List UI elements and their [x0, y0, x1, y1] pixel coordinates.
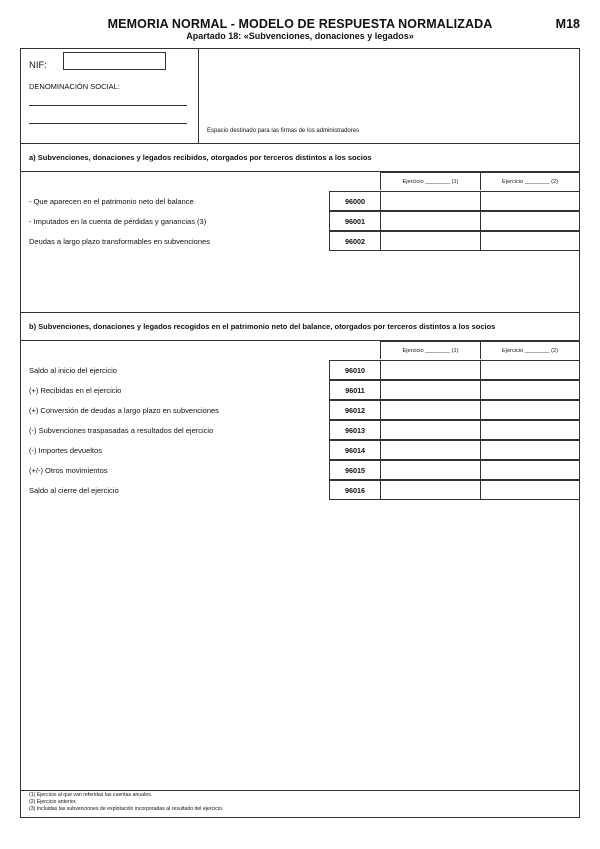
- value-cell-ejercicio-1[interactable]: [380, 440, 481, 460]
- row-code: 96001: [329, 211, 381, 231]
- nif-field[interactable]: [63, 52, 166, 70]
- firmas-note: Espacio destinado para las firmas de los administradores: [207, 128, 360, 134]
- value-cell-ejercicio-2[interactable]: [480, 480, 580, 500]
- value-cell-ejercicio-2[interactable]: [480, 360, 580, 380]
- value-cell-ejercicio-2[interactable]: [480, 420, 580, 440]
- divider: [20, 790, 580, 791]
- row-code: 96014: [329, 440, 381, 460]
- row-label: Saldo al cierre del ejercicio: [29, 486, 119, 495]
- table-row: [20, 480, 580, 500]
- table-row: [20, 231, 580, 251]
- value-cell-ejercicio-1[interactable]: [380, 400, 481, 420]
- footnote-3: (3) Incluidas las subvenciones de explotación incorporadas al resultado del ejercicio.: [29, 806, 224, 812]
- denominacion-field-line-1[interactable]: [29, 105, 187, 106]
- header-divider: [198, 48, 199, 143]
- row-code: 96013: [329, 420, 381, 440]
- row-label: Saldo al inicio del ejercicio: [29, 366, 117, 375]
- value-cell-ejercicio-2[interactable]: [480, 231, 580, 251]
- row-label: (+) Recibidas en el ejercicio: [29, 386, 122, 395]
- form-code: M18: [555, 17, 580, 31]
- denominacion-field-line-2[interactable]: [29, 123, 187, 124]
- value-cell-ejercicio-1[interactable]: [380, 211, 481, 231]
- table-row: [20, 460, 580, 480]
- value-cell-ejercicio-2[interactable]: [480, 211, 580, 231]
- value-cell-ejercicio-2[interactable]: [480, 440, 580, 460]
- table-row: [20, 440, 580, 460]
- footnote-1: (1) Ejercicio al que van referidas las cuentas anuales.: [29, 792, 153, 798]
- row-label: (-) Subvenciones traspasadas a resultados del ejercicio: [29, 426, 214, 435]
- value-cell-ejercicio-1[interactable]: [380, 460, 481, 480]
- form-title: MEMORIA NORMAL - MODELO DE RESPUESTA NORMALIZADA: [107, 17, 493, 31]
- value-cell-ejercicio-1[interactable]: [380, 480, 481, 500]
- value-cell-ejercicio-1[interactable]: [380, 420, 481, 440]
- table-row: [20, 360, 580, 380]
- divider: [20, 312, 580, 313]
- row-code: 96011: [329, 380, 381, 400]
- section-b-title: b) Subvenciones, donaciones y legados recogidos en el patrimonio neto del balance, otorgados por terceros distintos a los socios: [29, 322, 496, 331]
- row-label: (+/-) Otros movimientos: [29, 466, 108, 475]
- value-cell-ejercicio-2[interactable]: [480, 460, 580, 480]
- row-label: - Imputados en la cuenta de pérdidas y ganancias (3): [29, 217, 207, 226]
- value-cell-ejercicio-1[interactable]: [380, 191, 481, 211]
- value-cell-ejercicio-1[interactable]: [380, 231, 481, 251]
- section-a-title: a) Subvenciones, donaciones y legados recibidos, otorgados por terceros distintos a los socios: [29, 153, 372, 162]
- nif-label: NIF:: [29, 60, 47, 71]
- column-header-ejercicio-1: Ejercicio ________ (1): [380, 172, 481, 190]
- table-row: [20, 420, 580, 440]
- column-header-ejercicio-2: Ejercicio ________ (2): [480, 341, 580, 359]
- value-cell-ejercicio-2[interactable]: [480, 191, 580, 211]
- row-code: 96015: [329, 460, 381, 480]
- row-label: (+) Conversión de deudas a largo plazo en subvenciones: [29, 406, 219, 415]
- footnote-2: (2) Ejercicio anterior.: [29, 799, 77, 805]
- table-row: [20, 211, 580, 231]
- table-row: [20, 380, 580, 400]
- column-header-ejercicio-1: Ejercicio ________ (1): [380, 341, 481, 359]
- row-code: 96000: [329, 191, 381, 211]
- table-row: [20, 400, 580, 420]
- column-header-ejercicio-2: Ejercicio ________ (2): [480, 172, 580, 190]
- divider: [20, 143, 580, 144]
- row-label: (-) Importes devueltos: [29, 446, 102, 455]
- value-cell-ejercicio-2[interactable]: [480, 380, 580, 400]
- value-cell-ejercicio-2[interactable]: [480, 400, 580, 420]
- value-cell-ejercicio-1[interactable]: [380, 380, 481, 400]
- denominacion-label: DENOMINACIÓN SOCIAL:: [29, 82, 120, 91]
- row-code: 96016: [329, 480, 381, 500]
- value-cell-ejercicio-1[interactable]: [380, 360, 481, 380]
- row-label: - Que aparecen en el patrimonio neto del balance: [29, 197, 194, 206]
- row-code: 96010: [329, 360, 381, 380]
- table-row: [20, 191, 580, 211]
- row-code: 96012: [329, 400, 381, 420]
- form-subtitle: Apartado 18: «Subvenciones, donaciones y legados»: [186, 31, 414, 41]
- row-label: Deudas a largo plazo transformables en subvenciones: [29, 237, 210, 246]
- row-code: 96002: [329, 231, 381, 251]
